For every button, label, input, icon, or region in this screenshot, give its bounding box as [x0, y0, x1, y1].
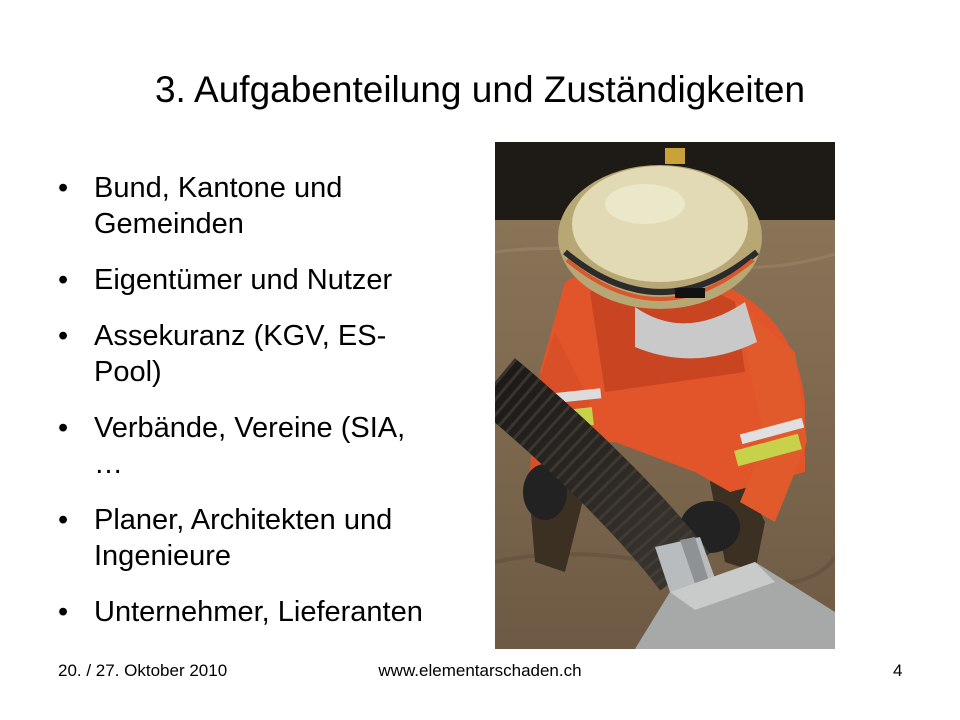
bullet-text: Verbände, Vereine (SIA, … [94, 412, 406, 480]
bullet-list [58, 170, 438, 650]
footer-website: www.elementarschaden.ch [378, 661, 582, 680]
bullet-item [58, 318, 438, 390]
bullet-text: Bund, Kantone und Gemeinden [94, 172, 343, 240]
bullet-text: Planer, Architekten und Ingenieure [94, 504, 393, 572]
bullet-dot: • [58, 172, 69, 204]
bullet-dot: • [58, 320, 69, 352]
bullet-text: Eigentümer und Nutzer [94, 264, 393, 296]
bullet-item [58, 262, 438, 298]
bullet-item [58, 502, 438, 574]
bullet-item [58, 170, 438, 242]
bullet-dot: • [58, 596, 69, 628]
bullet-item [58, 594, 438, 630]
footer-page-number: 4 [893, 661, 903, 680]
bullet-text: Unternehmer, Lieferanten [94, 596, 423, 628]
bullet-text: Assekuranz (KGV, ES-Pool) [94, 320, 387, 388]
bullet-dot: • [58, 412, 69, 444]
bullet-dot: • [58, 264, 69, 296]
bullet-item [58, 410, 438, 482]
bullet-dot: • [58, 504, 69, 536]
slide-title: 3. Aufgabenteilung und Zuständigkeiten [154, 69, 806, 110]
footer-date: 20. / 27. Oktober 2010 [58, 661, 228, 680]
firefighter-photo [495, 142, 835, 649]
